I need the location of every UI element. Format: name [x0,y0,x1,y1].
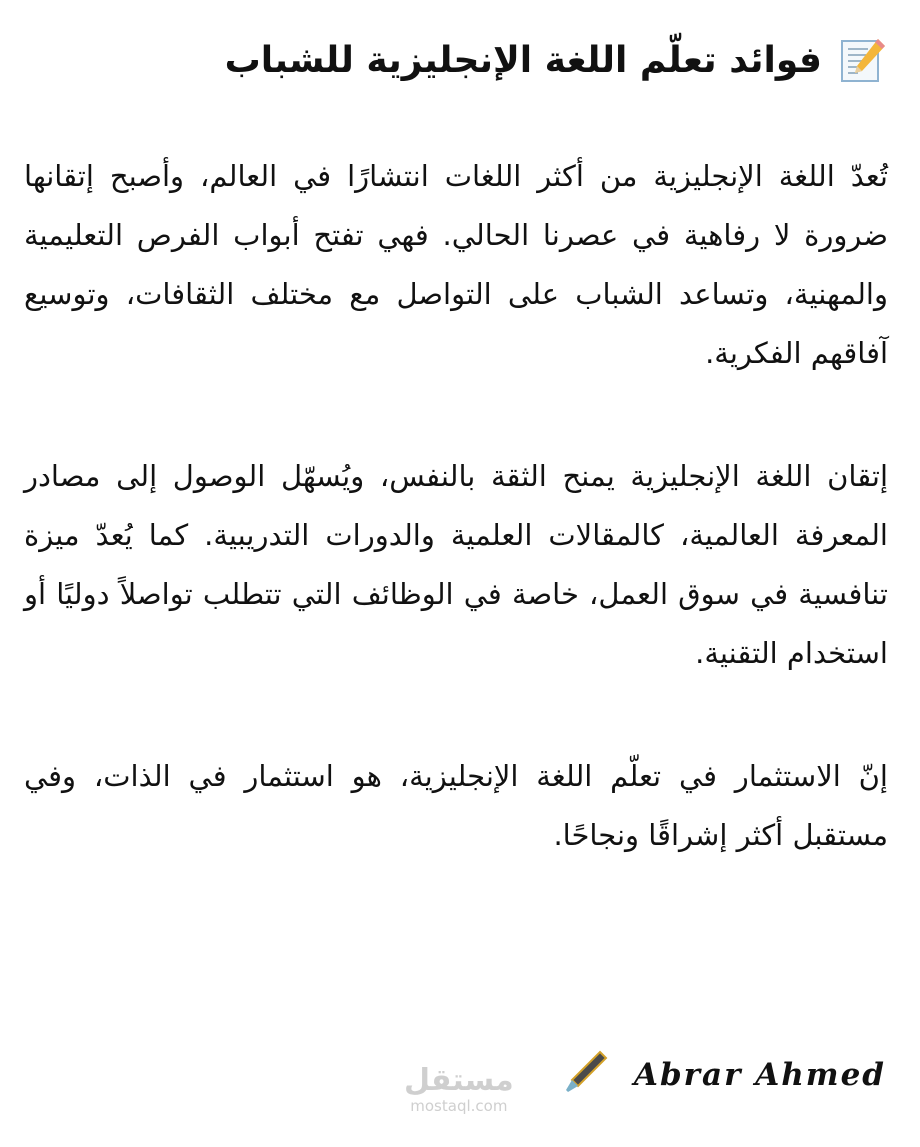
document-title [24,28,888,92]
paragraph-2: إتقان اللغة الإنجليزية يمنح الثقة بالنفس، ويُسهّل الوصول إلى مصادر المعرفة العالمية، كالمقالات العلمية والدورات التدريبية. كما يُعدّ ميزة تنافسية في سوق العمل، خاصة في الوظائف التي تتطلب تواصلاً دوليًا أو استخدام التقنية. [24,459,888,670]
watermark-arabic: مستقل [404,1063,514,1098]
author-name: Abrar Ahmed [633,1057,886,1093]
title-text: فوائد تعلّم اللغة الإنجليزية للشباب [224,39,822,81]
fountain-pen-icon [562,1050,608,1100]
paragraph-3: إنّ الاستثمار في تعلّم اللغة الإنجليزية، هو استثمار في الذات، وفي مستقبل أكثر إشراقًا ونجاحًا. [24,759,888,852]
signature [562,1050,886,1100]
watermark-domain: mostaql.com [410,1097,508,1115]
document [24,0,888,865]
memo-pencil-icon [838,35,888,85]
watermark [404,1065,514,1115]
paragraph-1: تُعدّ اللغة الإنجليزية من أكثر اللغات انتشارًا في العالم، وأصبح إتقانها ضرورة لا رفاهية في عصرنا الحالي. فهي تفتح أبواب الفرص التعليمية والمهنية، وتساعد الشباب على التواصل مع مختلف الثقافات، وتوسيع آفاقهم الفكرية. [24,159,888,370]
